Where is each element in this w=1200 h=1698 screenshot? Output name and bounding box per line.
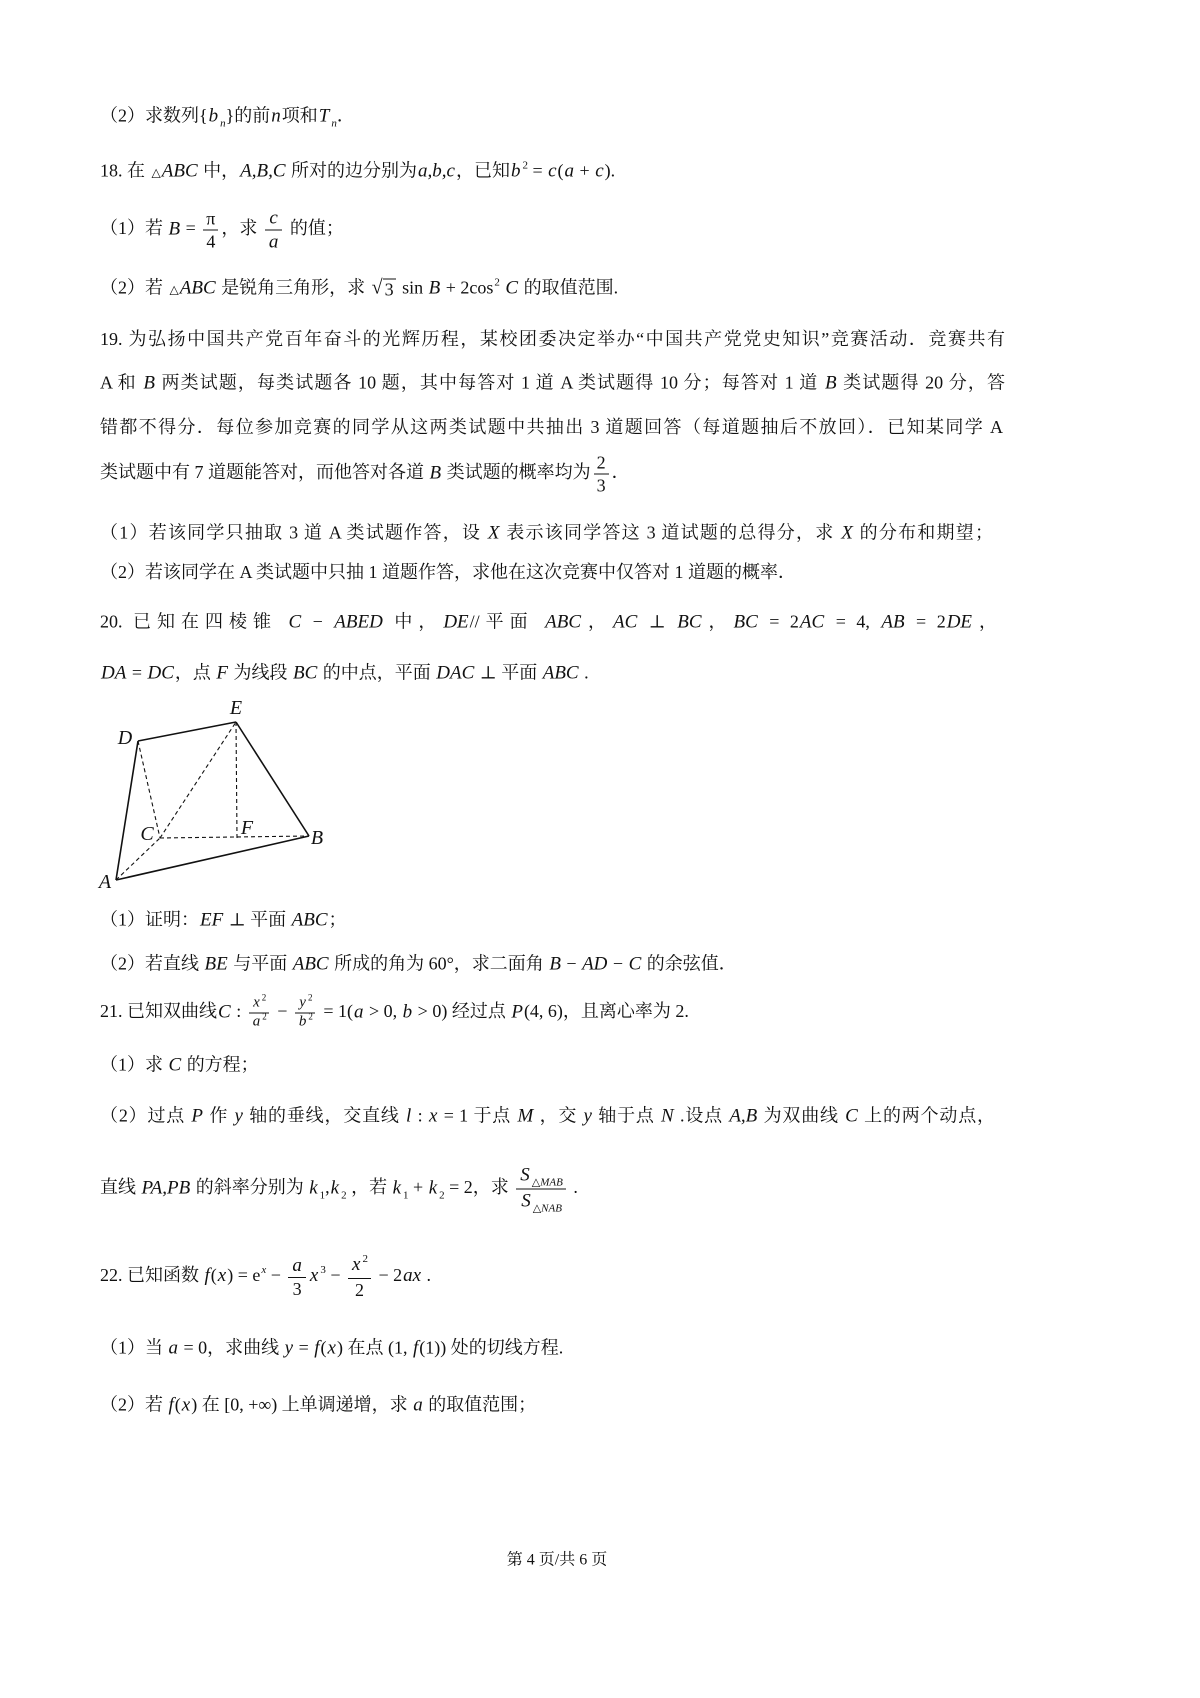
text-run: − — [561, 953, 582, 974]
math-variable: f — [314, 1337, 320, 1359]
math-variable: c — [548, 160, 557, 182]
text-run: （1）若该同学只抽取 3 道 A 类试题作答，设 — [100, 522, 487, 543]
superscript: 2 — [307, 992, 313, 1003]
vertex-label-c: C — [140, 823, 154, 845]
text-run: .设点 — [674, 1105, 729, 1126]
text-run: ) 在 [0, +∞) 上单调递增，求 — [191, 1394, 413, 1415]
math-variable: x — [352, 1254, 361, 1275]
q19-stem-line4 — [100, 452, 630, 497]
math-variable: ax — [403, 1265, 422, 1287]
text-run: ，点 — [174, 662, 216, 683]
text-run: 为双曲线 — [758, 1105, 845, 1126]
math-variable: B — [429, 462, 442, 484]
text-run: 的取值范围. — [519, 277, 619, 298]
text-run: = — [127, 662, 147, 683]
text-run: } — [225, 105, 235, 126]
superscript: 2 — [261, 992, 267, 1003]
q18-stem — [100, 158, 615, 187]
text-run: 类试题中有 7 道题能答对，而他答对各道 — [100, 462, 429, 483]
subscript: 1 — [319, 1189, 326, 1202]
fraction-denominator — [290, 1278, 305, 1300]
math-variable: F — [216, 662, 228, 684]
text-run: 18. 在 — [100, 160, 150, 181]
math-variable: b — [298, 1013, 307, 1030]
text-run: = 4, — [825, 611, 881, 632]
text-run: ( — [320, 1337, 327, 1358]
math-variable: k — [330, 1177, 340, 1199]
text-run: 是锐角三角形，求 — [216, 277, 370, 298]
math-variable: a — [292, 1255, 302, 1276]
text-run: （2）过点 — [100, 1105, 191, 1126]
superscript: 2 — [362, 1253, 368, 1265]
q20-part2 — [100, 951, 737, 978]
text-run: 的值； — [285, 218, 344, 239]
math-variable: a — [268, 231, 279, 253]
radical-sign-icon: √ — [371, 276, 383, 299]
fraction — [516, 1164, 566, 1215]
text-run: 类试题的概率均为 — [442, 462, 591, 483]
text-run: ， — [973, 611, 998, 632]
fraction-numerator — [516, 1164, 566, 1190]
text-run: ． — [336, 105, 355, 126]
q21-stem — [100, 992, 689, 1032]
fraction-numerator — [203, 208, 218, 231]
math-variable: C — [288, 611, 302, 633]
text-run: ，已知 — [455, 160, 510, 181]
math-variable: N — [661, 1105, 674, 1127]
fraction — [288, 1254, 306, 1300]
text-run: 直线 — [100, 1177, 141, 1198]
text-run: ( — [174, 1394, 181, 1415]
math-variable: B — [428, 277, 441, 299]
text-run: 的斜率分别为 — [191, 1177, 309, 1198]
math-variable: ABC — [161, 160, 198, 182]
math-variable: X — [841, 522, 853, 544]
text-run: 上的两个动点， — [858, 1105, 996, 1126]
fraction — [265, 207, 283, 254]
text-run: : — [231, 1001, 246, 1022]
text-run: 类试题得 20 分，答 — [837, 372, 1005, 393]
subscript: 2 — [439, 1189, 445, 1202]
text-run: (4, 6)，且离心率为 2. — [523, 1001, 689, 1022]
q21-part1 — [100, 1052, 259, 1079]
vertex-label-a: A — [98, 871, 112, 893]
text-run: = — [527, 160, 548, 181]
q19-part1 — [100, 520, 993, 547]
text-run: = 1 于点 — [438, 1105, 517, 1126]
text-run: { — [199, 105, 208, 126]
fraction-numerator — [265, 207, 281, 231]
text-run: 轴于点 — [592, 1105, 661, 1126]
math-variable: k — [392, 1177, 402, 1199]
text-run: > 0, — [364, 1001, 402, 1022]
subscript: △MAB — [531, 1176, 563, 1189]
superscript: x — [261, 1264, 267, 1277]
text-run: （2）求数列 — [100, 105, 199, 126]
math-variable: C — [168, 1054, 182, 1076]
math-variable: BC — [733, 611, 758, 633]
text-run: π — [206, 208, 216, 229]
text-run: . — [579, 662, 589, 683]
hidden-edge-cb — [160, 836, 309, 838]
text-run: 19. 为弘扬中国共产党百年奋斗的光辉历程，某校团委决定举办“中国共产党党史知识”竞赛活动．竞赛共有 — [100, 329, 1005, 349]
text-run: 3 — [384, 279, 394, 300]
text-run: ) = e — [227, 1265, 261, 1286]
text-run: （1）若 — [100, 218, 168, 239]
text-run: （1）当 — [100, 1337, 168, 1358]
q19-part2 — [100, 559, 796, 585]
fraction-denominator — [203, 231, 218, 253]
text-run: ． — [611, 462, 630, 483]
math-variable: y — [299, 994, 306, 1011]
text-run: 的余弦值． — [642, 953, 737, 974]
text-run: = 0，求曲线 — [179, 1337, 284, 1358]
text-run: : — [412, 1105, 428, 1126]
text-run: = 2 — [758, 611, 799, 632]
math-variable: B — [168, 218, 181, 240]
text-run: 中， — [383, 611, 443, 632]
text-run: ⊥ 平面 — [224, 909, 291, 930]
math-variable: DE — [946, 611, 973, 633]
math-variable: ABC — [545, 611, 582, 633]
text-run: 20. 已知在四棱锥 — [100, 611, 288, 632]
math-variable: ABC — [542, 662, 579, 684]
text-run: 项和 — [281, 105, 318, 126]
math-variable: ABC — [292, 953, 329, 975]
math-variable: f — [204, 1265, 210, 1287]
math-variable: ABED — [334, 611, 383, 633]
text-run: 中， — [198, 160, 240, 181]
math-variable: a — [354, 1001, 364, 1023]
math-variable: DC — [147, 662, 174, 684]
fraction-denominator — [265, 231, 283, 254]
text-run: 轴的垂线，交直线 — [243, 1105, 406, 1126]
text-run: ， — [582, 611, 613, 632]
text-run: 表示该同学答这 3 道试题的总得分，求 — [500, 522, 841, 543]
math-variable: C — [845, 1105, 858, 1127]
q18-part2 — [100, 275, 618, 304]
text-run: 的取值范围； — [423, 1394, 537, 1415]
text-run: − — [266, 1265, 286, 1286]
math-variable: X — [487, 522, 500, 544]
text-run: 3 — [596, 475, 606, 496]
math-variable: k — [428, 1177, 438, 1199]
text-run: 4 — [206, 231, 216, 252]
fraction — [594, 452, 609, 497]
text-run: = 2，求 — [444, 1177, 514, 1198]
text-run: （2）若该同学在 A 类试题中只抽 1 道题作答，求他在这次竞赛中仅答对 1 道题的概率． — [100, 562, 797, 582]
fraction-numerator — [348, 1253, 371, 1279]
text-run: 为线段 — [229, 662, 292, 683]
fraction-numerator — [594, 452, 609, 475]
fraction-denominator — [249, 1011, 270, 1032]
math-variable: b — [208, 105, 219, 127]
math-variable: y — [234, 1105, 243, 1127]
text-run: − — [302, 611, 334, 632]
text-run: （1）证明： — [100, 909, 199, 930]
math-variable: S — [520, 1164, 530, 1186]
fraction-denominator — [295, 1011, 316, 1032]
math-variable: a — [413, 1394, 423, 1416]
text-run: = — [294, 1337, 314, 1358]
q21-part2-line2 — [100, 1164, 578, 1215]
text-run: ) 在点 (1, — [336, 1337, 412, 1358]
math-variable: P — [191, 1105, 203, 1127]
subscript: 1 — [403, 1189, 409, 1202]
text-run: 两类试题，每类试题各 10 题，其中每答对 1 道 A 类试题得 10 分；每答对 1 道 — [155, 372, 824, 393]
text-run: （2）若 — [100, 1394, 168, 1415]
vertex-label-b: B — [310, 827, 324, 849]
math-variable: DE — [443, 611, 469, 633]
radicand — [383, 279, 396, 300]
superscript: 3 — [320, 1264, 326, 1277]
text-run: //平面 — [469, 611, 545, 632]
hidden-edge-ce — [160, 722, 236, 838]
superscript: 2 — [494, 276, 500, 289]
math-variable: f — [412, 1337, 419, 1359]
text-run: − — [272, 1001, 292, 1022]
math-variable: x — [327, 1337, 336, 1359]
math-variable: A,B — [729, 1105, 758, 1127]
page-number-footer: 第 4 页/共 6 页 — [506, 1551, 608, 1569]
q19-stem-line3 — [100, 414, 1003, 440]
math-variable: x — [309, 1265, 319, 1287]
fraction — [295, 992, 316, 1032]
pyramid-figure — [90, 695, 340, 900]
text-run: sin — [397, 277, 428, 298]
text-run: 作 — [204, 1105, 234, 1126]
math-variable: P — [511, 1001, 523, 1023]
text-run: ，求 — [221, 218, 262, 239]
math-variable: S — [521, 1190, 531, 1212]
small-symbol: △ — [169, 282, 179, 297]
math-variable: DA — [101, 662, 127, 684]
math-variable: b — [402, 1001, 413, 1023]
math-variable: k — [309, 1177, 318, 1199]
math-variable: y — [583, 1105, 592, 1127]
q20-stem-line2 — [100, 660, 589, 687]
text-run: ( — [557, 160, 564, 181]
text-run: − — [608, 953, 628, 974]
text-run: （1）求 — [100, 1054, 168, 1075]
fraction — [203, 208, 218, 253]
text-run: 的分布和期望； — [853, 522, 994, 543]
fraction — [348, 1253, 371, 1301]
math-variable: AC — [613, 611, 638, 633]
edge-da — [116, 741, 138, 880]
vertex-label-d: D — [117, 727, 133, 749]
math-variable: C — [628, 953, 642, 975]
hidden-edge-ef — [236, 722, 237, 838]
math-variable: M — [517, 1105, 534, 1127]
text-run: 所对的边分别为 — [286, 160, 418, 181]
q19-stem-line1 — [100, 326, 1005, 352]
math-variable: l — [406, 1105, 412, 1127]
square-root — [372, 276, 396, 300]
point-label-f: F — [240, 817, 254, 839]
text-run: 22. 已知函数 — [100, 1265, 204, 1286]
math-variable: b — [510, 160, 521, 182]
fraction-numerator — [288, 1254, 306, 1278]
math-variable: AB — [881, 611, 905, 633]
q17-part2 — [100, 103, 355, 132]
q22-stem — [100, 1253, 431, 1301]
math-variable: B — [549, 953, 561, 975]
math-variable: x — [217, 1265, 227, 1287]
math-variable: y — [284, 1337, 294, 1359]
math-variable: BE — [204, 953, 228, 975]
text-run: 与平面 — [228, 953, 292, 974]
text-run: 3 — [292, 1279, 302, 1299]
math-variable: EF — [200, 909, 224, 931]
text-run: ，若 — [346, 1177, 392, 1198]
text-run: . — [568, 1177, 578, 1198]
text-run: 所成的角为 60°，求二面角 — [329, 953, 549, 974]
fraction-denominator — [352, 1279, 367, 1301]
math-variable: a — [168, 1337, 178, 1359]
q20-stem-line1 — [100, 609, 997, 636]
math-variable: f — [168, 1394, 174, 1416]
text-run: − 2 — [373, 1265, 403, 1286]
math-variable: a,b,c — [418, 160, 455, 182]
fraction-denominator — [594, 475, 609, 497]
text-run: 错都不得分．每位参加竞赛的同学从这两类试题中共抽出 3 道题回答（每道题抽后不放回）．已知某同学 A — [100, 417, 1003, 437]
fraction — [249, 992, 270, 1032]
math-variable: x — [428, 1105, 438, 1127]
math-variable: ABC — [291, 909, 328, 931]
text-run: 的中点，平面 — [318, 662, 436, 683]
text-run: = 2 — [905, 611, 946, 632]
text-run: ，交 — [534, 1105, 583, 1126]
text-run: + — [408, 1177, 428, 1198]
text-run: 2 — [354, 1280, 364, 1300]
math-variable: BC — [677, 611, 702, 633]
subscript: 2 — [341, 1189, 347, 1202]
text-run: 21. 已知双曲线 — [100, 1001, 217, 1022]
math-variable: DAC — [436, 662, 475, 684]
math-variable: C — [218, 1001, 231, 1023]
text-run: A 和 — [100, 372, 143, 393]
math-variable: c — [595, 160, 604, 182]
text-run: 2 — [596, 452, 606, 473]
math-variable: AD — [582, 953, 608, 975]
q18-part1 — [100, 207, 344, 254]
text-run: + 2cos — [441, 277, 494, 298]
math-variable: a — [252, 1013, 261, 1030]
text-run: （2）若直线 — [100, 953, 204, 974]
text-run: (1)) 处的切线方程. — [419, 1337, 564, 1358]
text-run: 的前 — [234, 105, 271, 126]
q22-part2 — [100, 1392, 536, 1419]
math-variable: A,B,C — [240, 160, 286, 182]
math-variable: c — [269, 207, 278, 229]
math-variable: ABC — [179, 277, 216, 299]
text-run: ， — [702, 611, 733, 632]
fraction-denominator — [517, 1190, 565, 1215]
math-variable: x — [253, 994, 260, 1011]
math-variable: AC — [799, 611, 825, 633]
text-run: = — [181, 218, 201, 239]
math-variable: x — [181, 1394, 191, 1416]
small-symbol: △ — [151, 165, 161, 180]
text-run: ( — [210, 1265, 217, 1286]
vertex-label-e: E — [229, 697, 243, 719]
text-run: ⊥ — [638, 611, 677, 632]
subscript: n — [220, 117, 226, 130]
text-run: − — [325, 1265, 345, 1286]
superscript: 2 — [308, 1011, 313, 1022]
q22-part1 — [100, 1335, 563, 1362]
math-variable: C — [505, 277, 519, 299]
math-variable: BC — [293, 662, 318, 684]
text-run: > 0) 经过点 — [413, 1001, 511, 1022]
math-variable: a — [564, 160, 575, 182]
text-run: （2）若 — [100, 277, 168, 298]
subscript: n — [331, 117, 337, 130]
superscript: 2 — [522, 159, 528, 172]
edge-de — [138, 722, 236, 741]
text-run: 的方程； — [182, 1054, 259, 1075]
text-run: + — [575, 160, 595, 181]
text-run: ). — [604, 160, 616, 181]
math-variable: PA,PB — [141, 1177, 191, 1199]
text-run: . — [422, 1265, 432, 1286]
text-run: ⊥ 平面 — [475, 662, 542, 683]
text-run: ； — [328, 909, 347, 930]
math-variable: T — [318, 105, 330, 127]
subscript: △NAB — [532, 1202, 562, 1215]
math-variable: B — [143, 372, 155, 394]
math-variable: n — [271, 105, 281, 127]
q20-part1 — [100, 907, 347, 934]
text-run: = 1( — [318, 1001, 354, 1022]
q21-part2-line1 — [100, 1103, 995, 1130]
q19-stem-line2 — [100, 370, 1005, 397]
text-run: , — [325, 1177, 330, 1198]
math-variable: B — [824, 372, 837, 394]
superscript: 2 — [262, 1011, 267, 1022]
